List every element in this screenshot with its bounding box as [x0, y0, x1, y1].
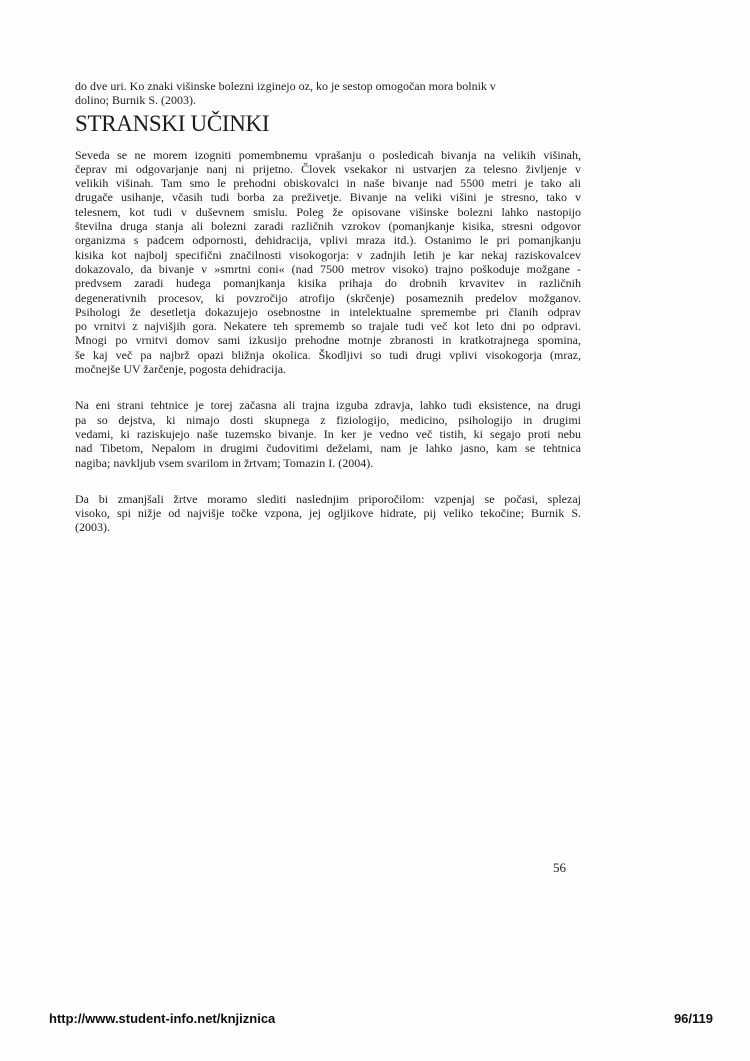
text-line: visoko, spi nižje od najvišje točke vzpona, jej ogljikove hidrate, pij veliko tekočine; Burnik S. — [75, 506, 581, 521]
text-line: (2003). — [75, 520, 110, 535]
text-line: dokazovalo, da bivanje v »smrtni coni« (nad 7500 metrov visoko) trajno poškoduje možgane - — [75, 261, 581, 276]
text-line: čeprav mi odgovarjanje nanj ni prijetno. Človek vsekakor ni ustvarjen za telesno življenje v — [75, 161, 581, 176]
page-number: 56 — [553, 860, 566, 875]
page-body — [75, 79, 581, 535]
footer-url: http://www.student-info.net/knjiznica — [49, 1011, 276, 1026]
text-line: do dve uri. Ko znaki višinske bolezni izginejo oz, ko je sestop omogočan mora bolnik v — [75, 79, 496, 93]
section-heading: STRANSKI UČINKI — [75, 110, 270, 136]
text-line: velikih višinah. Tam smo le prehodni obiskovalci in naše bivanje nad 5500 metri je tako ali — [75, 176, 581, 191]
intro-paragraph — [75, 79, 581, 108]
paragraph-3 — [75, 492, 581, 535]
text-line: Psihologi že desetletja dokazujejo osebnostne in intelektualne spremembe pri članih odprav — [75, 304, 581, 319]
footer-pagination: 96/119 — [673, 1011, 713, 1026]
text-line: Mnogi po vrnitvi domov sami izkusijo prehodne motnje zbranosti in kratkotrajnega spomina, — [75, 333, 581, 348]
text-line: Da bi zmanjšali žrtve moramo slediti naslednjim priporočilom: vzpenjaj se počasi, splezaj — [75, 491, 581, 506]
text-line: Seveda se ne morem izogniti pomembnemu vprašanju o posledicah bivanja na velikih višinah, — [75, 147, 581, 162]
text-line: še kaj več pa najbrž opazi bližnja okolica. Škodljivi so tudi drugi vplivi visokogorja (mraz, — [75, 347, 581, 362]
text-line: degenerativnih procesov, ki povzročijo atrofijo (skrčenje) posameznih predelov možganov. — [75, 290, 581, 305]
text-line: po vrnitvi z najvišjih gora. Nekatere teh sprememb so trajale tudi več kot leto dni po odpravi. — [75, 319, 581, 334]
text-line: Na eni strani tehtnice je torej začasna ali trajna izguba zdravja, lahko tudi eksistence, na drugi — [75, 398, 581, 413]
text-line: predvsem zaradi hudega pomanjkanja kisika prihaja do drobnih krvavitev in različnih — [75, 276, 581, 291]
text-line: dolino; Burnik S. (2003). — [75, 93, 197, 108]
text-line: nagiba; navkljub vsem svarilom in žrtvam; Tomazin I. (2004). — [75, 455, 374, 470]
text-line: drugače usihanje, včasih tudi borba za preživetje. Bivanje na veliki višini je stresno, tako v — [75, 190, 581, 205]
text-line: močnejše UV žarčenje, pogosta dehidracija. — [75, 362, 287, 377]
footer — [49, 1011, 713, 1026]
paragraph-1 — [75, 148, 581, 377]
text-line: pa so dejstva, ki nimajo dosti skupnega z fiziologijo, medicino, psihologijo in drugimi — [75, 412, 581, 427]
text-line: telesnem, kot tudi v duševnem smislu. Poleg že opisovane višinske bolezni lahko nastopijo — [75, 204, 581, 219]
text-line: nad Tibetom, Nepalom in drugimi čudovitimi deželami, nam je lahko jasno, kam se tehtnica — [75, 441, 581, 456]
text-line: vedami, ki raziskujejo naše tuzemsko bivanje. In ker je vedno več tistih, ki segajo proti nebu — [75, 426, 581, 441]
text-line: številna druga stanja ali bolezni zaradi različnih vzrokov (pomanjkanje kisika, stresni odgovor — [75, 219, 581, 234]
text-line: organizma s padcem odpornosti, dehidracija, vplivi mraza itd.). Ostanimo le pri pomanjkanju — [75, 233, 581, 248]
paragraph-2 — [75, 398, 581, 469]
text-line: kisika kot najbolj specifični značilnosti visokogorja: v zadnjih letih je kar nekaj raziskovalcev — [75, 247, 581, 262]
